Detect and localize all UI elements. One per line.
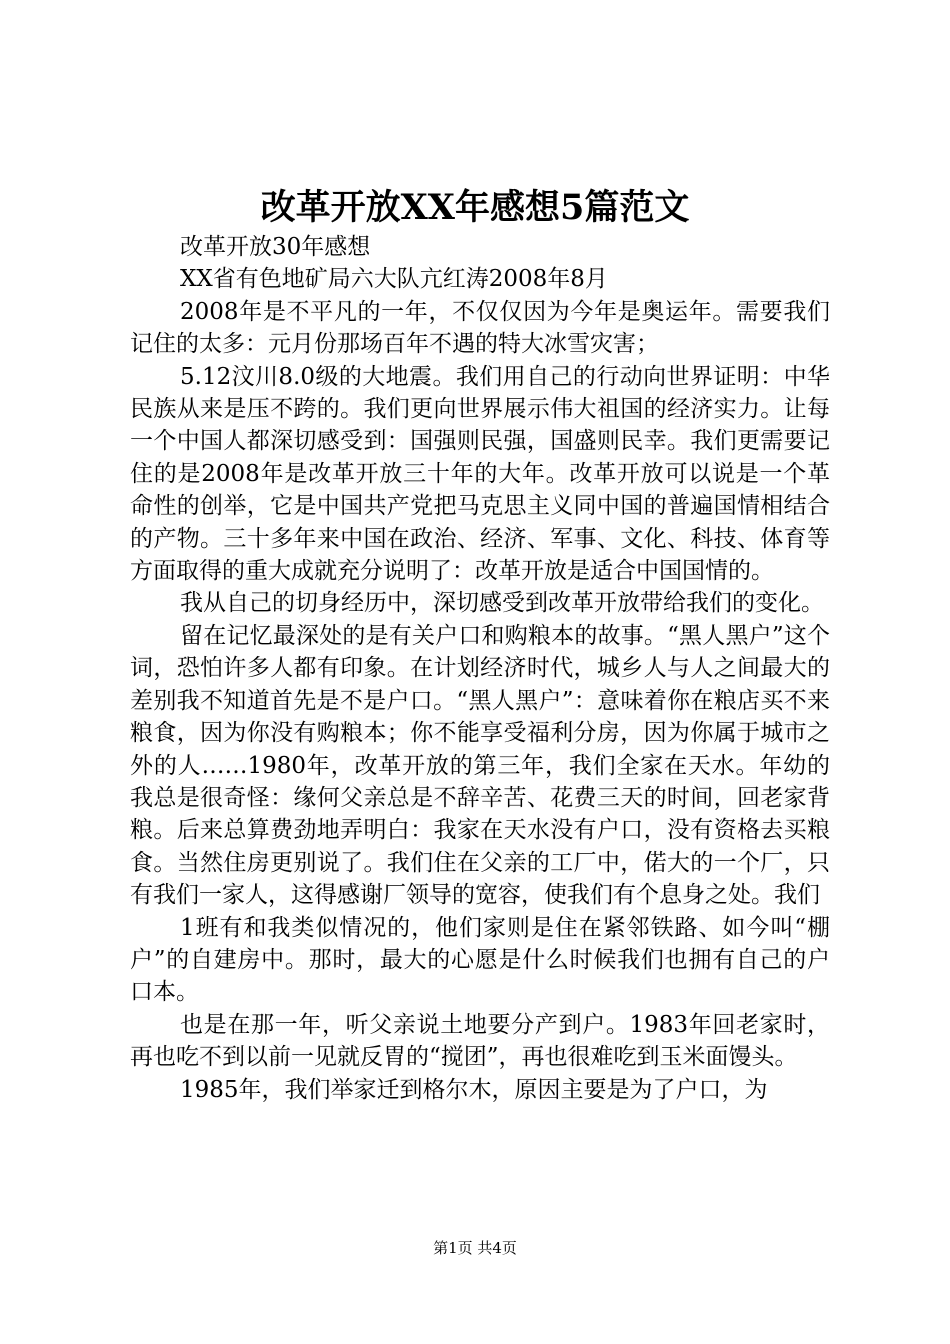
paragraph: 2008年是不平凡的一年，不仅仅因为今年是奥运年。需要我们记住的太多：元月份那场百年不遇的特大冰雪灾害； xyxy=(130,298,830,358)
paragraph-author-line: XX省有色地矿局六大队亢红涛2008年8月 xyxy=(180,266,608,293)
paragraph: 1985年，我们举家迁到格尔木，原因主要是为了户口，为 xyxy=(180,1076,768,1103)
paragraph: 也是在那一年，听父亲说土地要分产到户。1983年回老家时，再也吃不到以前一见就反胃的“搅团”，再也很难吃到玉米面馒头。 xyxy=(130,1011,830,1071)
paragraph: 留在记忆最深处的是有关户口和购粮本的故事。“黑人黑户”这个词，恐怕许多人都有印象。在计划经济时代，城乡人与人之间最大的差别我不知道首先是不是户口。“黑人黑户”：意味着你在粮店买不来粮食，因为你没有购粮本；你不能享受福利分房，因为你属于城市之外的人……1980年，改革开放的第三年，我们全家在天水。年幼的我总是很奇怪：缘何父亲总是不辞辛苦、花费三天的时间，回老家背粮。后来总算费劲地弄明白：我家在天水没有户口，没有资格去买粮食。当然住房更别说了。我们住在父亲的工厂中，偌大的一个厂，只有我们一家人，这得感谢厂领导的宽容，使我们有个息身之处。我们 xyxy=(130,622,830,909)
paragraph-subtitle: 改革开放30年感想 xyxy=(180,234,371,260)
document-title: 改革开放XX年感想5篇范文 xyxy=(260,187,690,228)
document-body xyxy=(130,231,830,1106)
paragraph: 我从自己的切身经历中，深切感受到改革开放带给我们的变化。 xyxy=(180,590,824,617)
paragraph: 1班有和我类似情况的，他们家则是住在紧邻铁路、如今叫“棚户”的自建房中。那时，最大的心愿是什么时候我们也拥有自己的户口本。 xyxy=(130,914,830,1006)
paragraph: 5.12汶川8.0级的大地震。我们用自己的行动向世界证明：中华民族从来是压不跨的。我们更向世界展示伟大祖国的经济实力。让每一个中国人都深切感受到：国强则民强，国盛则民幸。我们更需要记住的是2008年是改革开放三十年的大年。改革开放可以说是一个革命性的创举，它是中国共产党把马克思主义同中国的普遍国情相结合的产物。三十多年来中国在政治、经济、军事、文化、科技、体育等方面取得的重大成就充分说明了：改革开放是适合中国国情的。 xyxy=(130,363,830,585)
page-footer: 第1页 共4页 xyxy=(433,1239,517,1257)
